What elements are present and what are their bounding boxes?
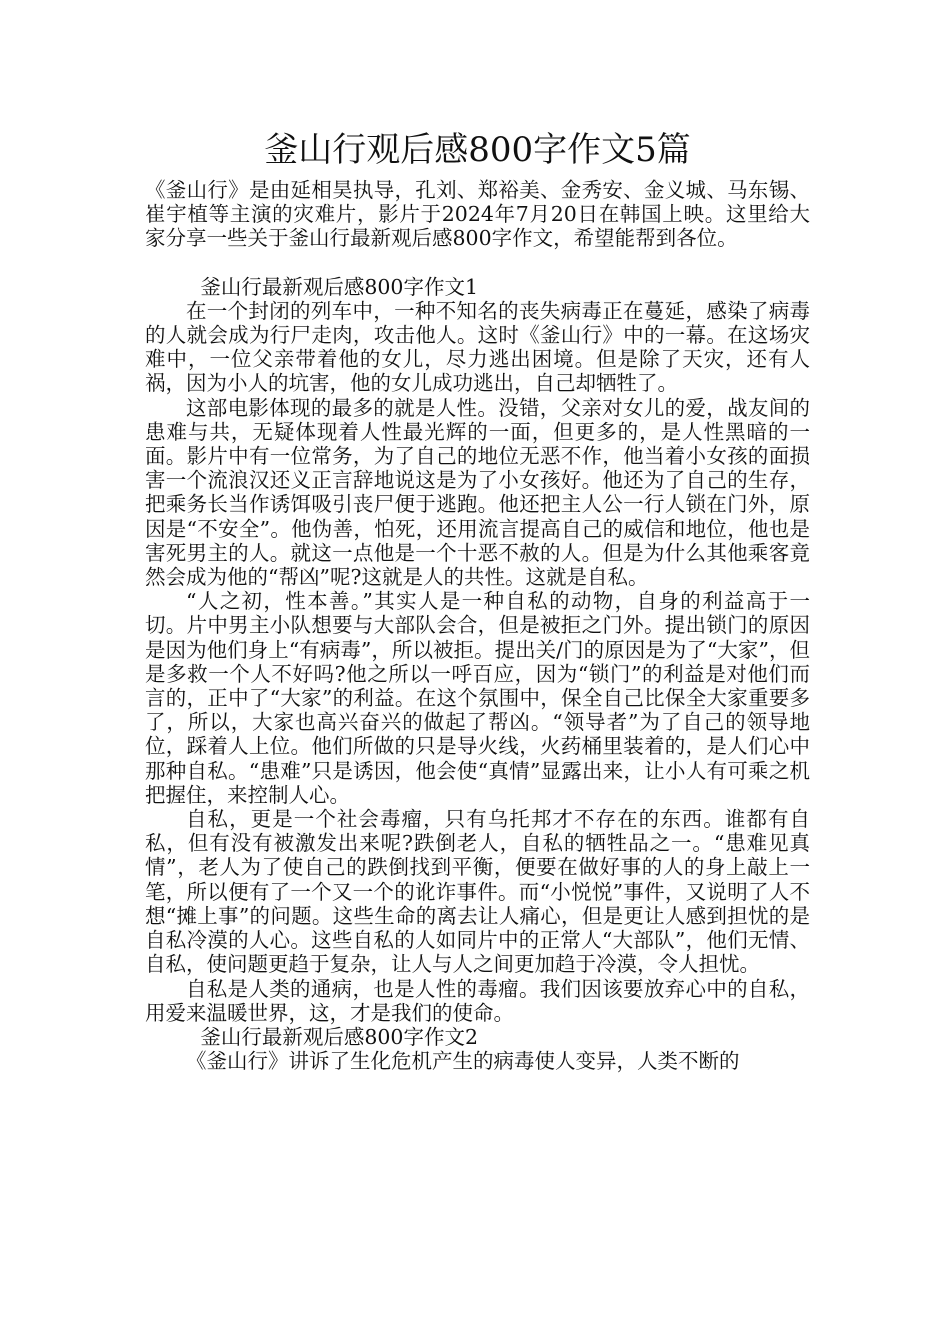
section-1-heading: 釜山行最新观后感800字作文1 bbox=[200, 274, 479, 299]
document-title: 釜山行观后感800字作文5篇 bbox=[264, 130, 691, 170]
document-page bbox=[145, 128, 810, 1073]
section-2-paragraph: 《釜山行》讲诉了生化危机产生的病毒使人变异，人类不断的 bbox=[186, 1049, 740, 1074]
blank-line bbox=[145, 251, 810, 275]
section-1-paragraph: 自私是人类的通病，也是人性的毒瘤。我们因该要放弃心中的自私，用爱来温暖世界，这，才是我们的使命。 bbox=[145, 976, 810, 1025]
section-1-paragraph: 自私，更是一个社会毒瘤，只有乌托邦才不存在的东西。谁都有自私，但有没有被激发出来呢?跌倒老人，自私的牺牲品之一。“患难见真情”，老人为了使自己的跌倒找到平衡，便要在做好事的人的身上敲上一笔，所以便有了一个又一个的讹诈事件。而“小悦悦”事件，又说明了人不想“摊上事”的问题。这些生命的离去让人痛心，但是更让人感到担忧的是自私冷漠的人心。这些自私的人如同片中的正常人“大部队”，他们无情、自私，使问题更趋于复杂，让人与人之间更加趋于冷漠，令人担忧。 bbox=[145, 807, 810, 977]
section-1-paragraph: 这部电影体现的最多的就是人性。没错，父亲对女儿的爱，战友间的患难与共，无疑体现着人性最光辉的一面，但更多的，是人性黑暗的一面。影片中有一位常务，为了自己的地位无恶不作，他当着小女孩的面损害一个流浪汉还义正言辞地说这是为了小女孩好。他还为了自己的生存，把乘务长当作诱饵吸引丧尸便于逃跑。他还把主人公一行人锁在门外，原因是“不安全”。他伪善，怕死，还用流言提高自己的威信和地位，他也是害死男主的人。就这一点他是一个十恶不赦的人。但是为什么其他乘客竟然会成为他的“帮凶”呢?这就是人的共性。这就是自私。 bbox=[145, 395, 810, 590]
section-1-paragraph: “人之初，性本善。”其实人是一种自私的动物，自身的利益高于一切。片中男主小队想要与大部队会合，但是被拒之门外。提出锁门的原因是因为他们身上“有病毒”，所以被拒。提出关/门的原因是为了“大家”，但是多救一个人不好吗?他之所以一呼百应，因为“锁门”的利益是对他们而言的，正中了“大家”的利益。在这个氛围中，保全自己比保全大家重要多了，所以，大家也高兴奋兴的做起了帮凶。“领导者”为了自己的领导地位，踩着人上位。他们所做的只是导火线，火药桶里装着的，是人们心中那种自私。“患难”只是诱因，他会使“真情”显露出来，让小人有可乘之机把握住，来控制人心。 bbox=[145, 589, 810, 807]
intro-paragraph: 《釜山行》是由延相昊执导，孔刘、郑裕美、金秀安、金义城、马东锡、崔宇植等主演的灾难片，影片于2024年7月20日在韩国上映。这里给大家分享一些关于釜山行最新观后感800字作文，希望能帮到各位。 bbox=[145, 178, 810, 251]
section-2-heading: 釜山行最新观后感800字作文2 bbox=[200, 1024, 479, 1049]
section-1-paragraph: 在一个封闭的列车中，一种不知名的丧失病毒正在蔓延，感染了病毒的人就会成为行尸走肉，攻击他人。这时《釜山行》中的一幕。在这场灾难中，一位父亲带着他的女儿，尽力逃出困境。但是除了天灾，还有人祸，因为小人的坑害，他的女儿成功逃出，自己却牺牲了。 bbox=[145, 298, 810, 396]
